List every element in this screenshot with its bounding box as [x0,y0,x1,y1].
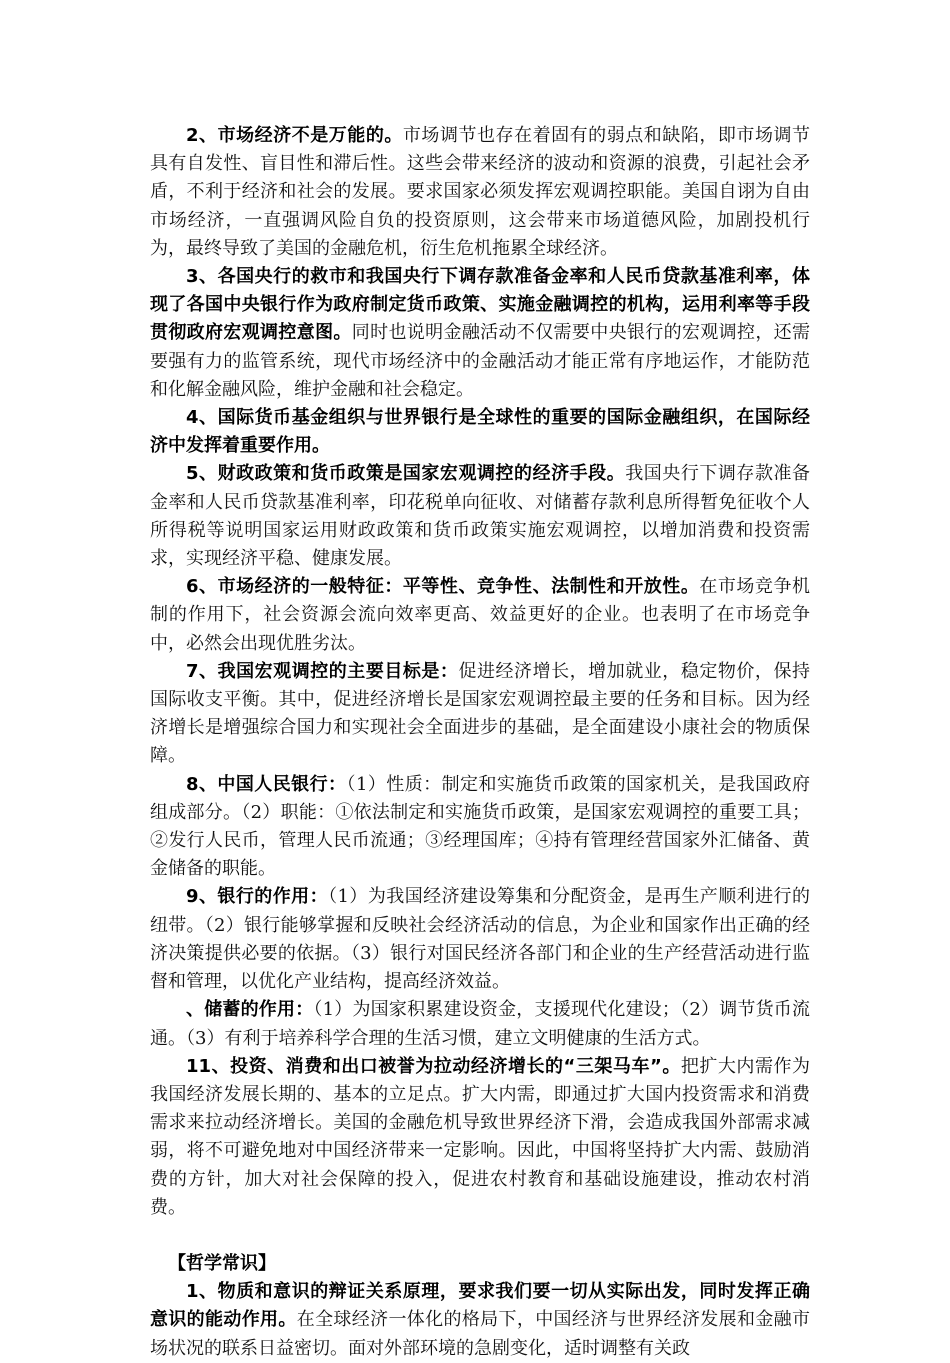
paragraph-heading: 8、中国人民银行： [186,773,347,795]
paragraph-heading: 11、投资、消费和出口被誉为拉动经济增长的“三架马车”。 [186,1055,681,1077]
paragraph-heading: 1、物质和意识的辩证关系原理，要求我们要一切从实际出发，同时发挥正确意识的能动作用。 [150,1281,810,1331]
paragraph-imf-world-bank [150,404,810,460]
paragraph-text: 把扩大内需作为我国经济发展长期的、基本的立足点。扩大内需，即通过扩大国内投资需求和消费需求来拉动经济增长。美国的金融危机导致世界经济下滑，会造成我国外部需求减弱，将不可避免地对中国经济带来一定影响。因此，中国将坚持扩大内需、鼓励消费的方针，加大对社会保障的投入，促进农村教育和基础设施建设，推动农村消费。 [150,1055,811,1218]
document-body [150,122,810,1363]
paragraph-text: 同时也说明金融活动不仅需要中央银行的宏观调控，还需要强有力的监管系统，现代市场经济中的金融活动才能正常有序地运作，才能防范和化解金融风险，维护金融和社会稳定。 [150,322,811,400]
paragraph-heading: 6、市场经济的一般特征：平等性、竞争性、法制性和开放性。 [186,576,700,598]
paragraph-market-economy [150,122,810,263]
paragraph-fiscal-monetary-policy [150,460,810,573]
paragraph-pboc [150,771,810,884]
paragraph-three-carriages [150,1053,810,1222]
paragraph-market-features [150,573,810,658]
section-spacer [150,1222,810,1250]
paragraph-heading: 7、我国宏观调控的主要目标是： [186,660,459,682]
section-heading-philosophy: 【哲学常识】 [168,1252,276,1274]
paragraph-text: （1）为我国经济建设筹集和分配资金，是再生产顺利进行的纽带。（2）银行能够掌握和反映社会经济活动的信息，为企业和国家作出正确的经济决策提供必要的依据。（3）银行对国民经济各部门和企业的生产经营活动进行监督和管理，以优化产业结构，提高经济效益。 [150,886,810,993]
paragraph-heading: 3、各国央行的救市和我国央行下调存款准备金率和人民币贷款基准利率，体现了各国中央银行作为政府制定货币政策、实施金融调控的机构，运用利率等手段贯彻政府宏观调控意图。 [150,266,810,344]
paragraph-text: 在全球经济一体化的格局下，中国经济与世界经济发展和金融市场状况的联系日益密切。面对外部环境的急剧变化，适时调整有关政 [150,1309,811,1359]
paragraph-heading: 、储蓄的作用： [186,999,314,1021]
paragraph-text: （1）性质：制定和实施货币政策的国家机关，是我国政府组成部分。（2）职能：①依法制定和实施货币政策，是国家宏观调控的重要工具；②发行人民币，管理人民币流通；③经理国库；④持有管理经营国家外汇储备、黄金储备的职能。 [150,773,810,880]
paragraph-text: （1）为国家积累建设资金，支援现代化建设；（2）调节货币流通。（3）有利于培养科学合理的生活习惯，建立文明健康的生活方式。 [150,999,810,1049]
paragraph-text: 市场调节也存在着固有的弱点和缺陷，即市场调节具有自发性、盲目性和滞后性。这些会带来经济的波动和资源的浪费，引起社会矛盾，不利于经济和社会的发展。要求国家必须发挥宏观调控职能。美国自诩为自由市场经济，一直强调风险自负的投资原则，这会带来市场道德风险，加剧投机行为，最终导致了美国的金融危机，衍生危机拖累全球经济。 [150,125,811,259]
paragraph-text: 我国央行下调存款准备金率和人民币贷款基准利率，印花税单向征收、对储蓄存款利息所得暂免征收个人所得税等说明国家运用财政政策和货币政策实施宏观调控，以增加消费和投资需求，实现经济平稳、健康发展。 [150,463,810,570]
paragraph-text: 促进经济增长，增加就业，稳定物价，保持国际收支平衡。其中，促进经济增长是国家宏观调控最主要的任务和目标。因为经济增长是增强综合国力和实现社会全面进步的基础，是全面建设小康社会的物质保障。 [150,660,810,767]
paragraph-text: 在市场竞争机制的作用下，社会资源会流向效率更高、效益更好的企业。也表明了在市场竞争中，必然会出现优胜劣汰。 [150,576,810,654]
paragraph-matter-consciousness [150,1278,810,1363]
paragraph-bank-role [150,883,810,996]
paragraph-central-banks [150,263,810,404]
paragraph-heading: 2、市场经济不是万能的。 [186,125,403,146]
paragraph-heading: 5、财政政策和货币政策是国家宏观调控的经济手段。 [186,463,626,485]
paragraph-savings-role [150,996,810,1052]
paragraph-heading: 4、国际货币基金组织与世界银行是全球性的重要的国际金融组织，在国际经济中发挥着重要作用。 [150,407,810,457]
paragraph-heading: 9、银行的作用： [186,886,329,908]
paragraph-macro-goals [150,658,810,771]
